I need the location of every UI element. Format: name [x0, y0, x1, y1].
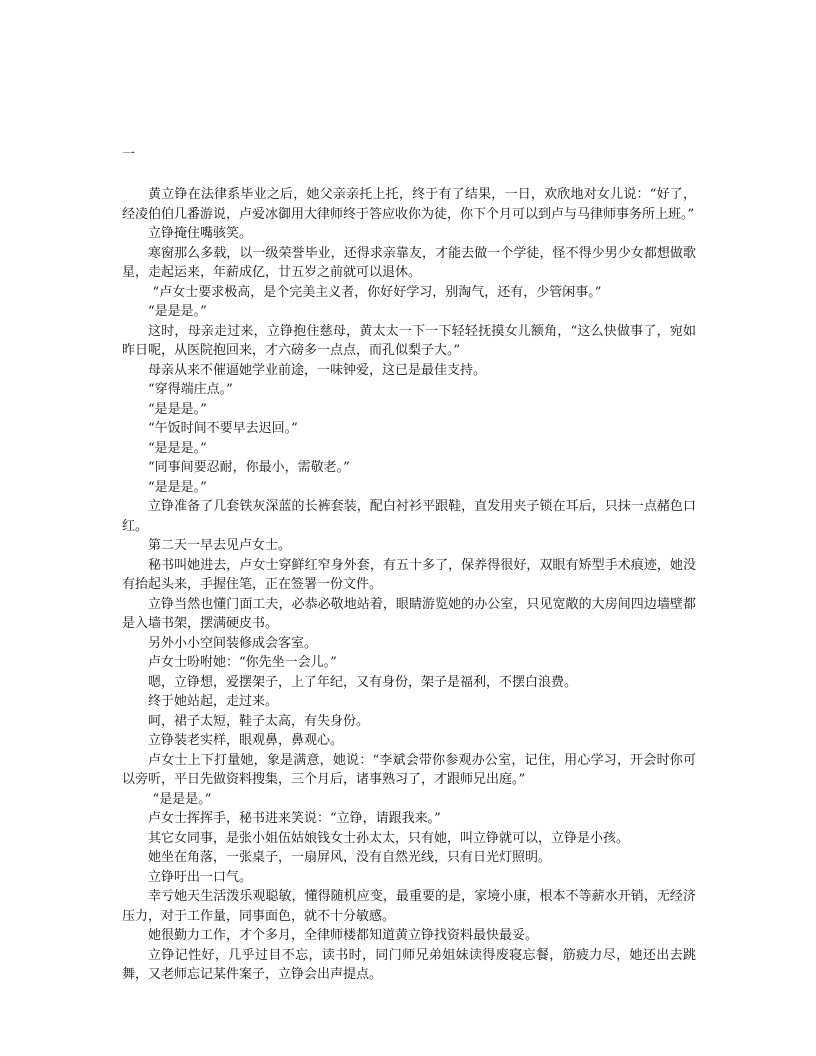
paragraph: 卢女士上下打量她，象是满意，她说：“李斌会带你参观办公室，记住，用心学习，开会时你可以旁听，平日先做资料搜集，三个月后，诸事熟习了，才跟师兄出庭。”	[122, 752, 696, 787]
chapter-body	[122, 185, 696, 985]
paragraph: “午饭时间不要早去迟回。”	[148, 421, 298, 436]
paragraph: “穿得端庄点。”	[148, 382, 233, 397]
paragraph: 她坐在角落，一张桌子，一扇屏风，没有自然光线，只有日光灯照明。	[148, 850, 552, 865]
paragraph: 嗯，立铮想，爱摆架子，上了年纪，又有身份，架子是福利，不摆白浪费。	[148, 674, 578, 690]
paragraph: 立铮掩住嘴骇笑。	[148, 226, 253, 241]
paragraph: “卢女士要求极高，是个完美主义者，你好好学习，别淘气，还有，少管闲事。”	[152, 284, 602, 300]
paragraph: 立铮吁出一口气。	[148, 869, 253, 885]
paragraph: 秘书叫她进去，卢女士穿鲜红窄身外套，有五十多了，保养得很好，双眼有矫型手术痕迹，她没有抬起头来，手握住笔，正在签署一份文件。	[122, 557, 696, 592]
paragraph: 立铮装老实样，眼观鼻，鼻观心。	[148, 733, 344, 748]
paragraph: 立铮当然也懂门面工夫，必恭必敬地站着，眼睛游览她的办公室，只见宽敞的大房间四边墙壁都是入墙书架，摆满硬皮书。	[122, 596, 696, 631]
paragraph: 立铮准备了几套铁灰深蓝的长裤套装，配白衬衫平跟鞋，直发用夹子锁在耳后，只抹一点赭色口红。	[122, 499, 696, 534]
paragraph: 立铮记性好，几乎过目不忘，读书时，同门师兄弟姐妹读得废寝忘餐，筋疲力尽，她还出去跳舞，又老师忘记某件案子，立铮会出声提点。	[122, 947, 696, 982]
paragraph: “同事间要忍耐，你最小，需敬老。”	[148, 460, 350, 475]
paragraph: 寒窗那么多载，以一级荣誉毕业，还得求亲靠友，才能去做一个学徒，怪不得少男少女都想做歌星，走起运来，年薪成亿，廿五岁之前就可以退休。	[122, 245, 696, 280]
paragraph: 卢女士吩咐她：“你先坐一会儿。”	[148, 655, 337, 670]
paragraph: 呵，裙子太短，鞋子太高，有失身份。	[148, 713, 370, 729]
paragraph: “是是是。”	[152, 791, 212, 807]
paragraph: 这时，母亲走过来，立铮抱住慈母，黄太太一下一下轻轻抚摸女儿额角，“这么快做事了，宛如昨日呢，从医院抱回来，才六磅多一点点，而孔似梨子大。”	[122, 323, 696, 358]
paragraph: 母亲从来不催逼她学业前途，一味钟爱，这已是最佳支持。	[148, 362, 487, 378]
paragraph: 卢女士挥挥手，秘书进来笑说：“立铮，请跟我来。”	[148, 811, 441, 826]
paragraph: 黄立铮在法律系毕业之后，她父亲亲托上托，终于有了结果，一日，欢欣地对女儿说：“好了，经凌伯伯几番游说，卢爱冰御用大律师终于答应收你为徒，你下个月可以到卢与马律师事务所上班。”	[122, 187, 696, 222]
chapter-number: 一	[122, 147, 136, 162]
paragraph: 第二天一早去见卢女士。	[148, 538, 292, 553]
paragraph: 幸亏她天生活泼乐观聪敏，懂得随机应变，最重要的是，家境小康，根本不等薪水开销，无经济压力，对于工作量，同事面色，就不十分敏感。	[122, 889, 696, 924]
paragraph: 另外小小空间装修成会客室。	[148, 635, 318, 651]
paragraph: 终于她站起，走过来。	[148, 694, 279, 709]
paragraph: “是是是。”	[148, 401, 207, 417]
paragraph: “是是是。”	[148, 440, 207, 456]
paragraph: 她很勤力工作，才个多月，全律师楼都知道黄立铮找资料最快最妥。	[148, 928, 539, 943]
paragraph: 其它女同事，是张小姐伍姑娘钱女士孙太太，只有她，叫立铮就可以，立铮是小孩。	[148, 830, 630, 846]
paragraph: “是是是。”	[148, 479, 207, 495]
paragraph: “是是是。”	[148, 304, 207, 319]
